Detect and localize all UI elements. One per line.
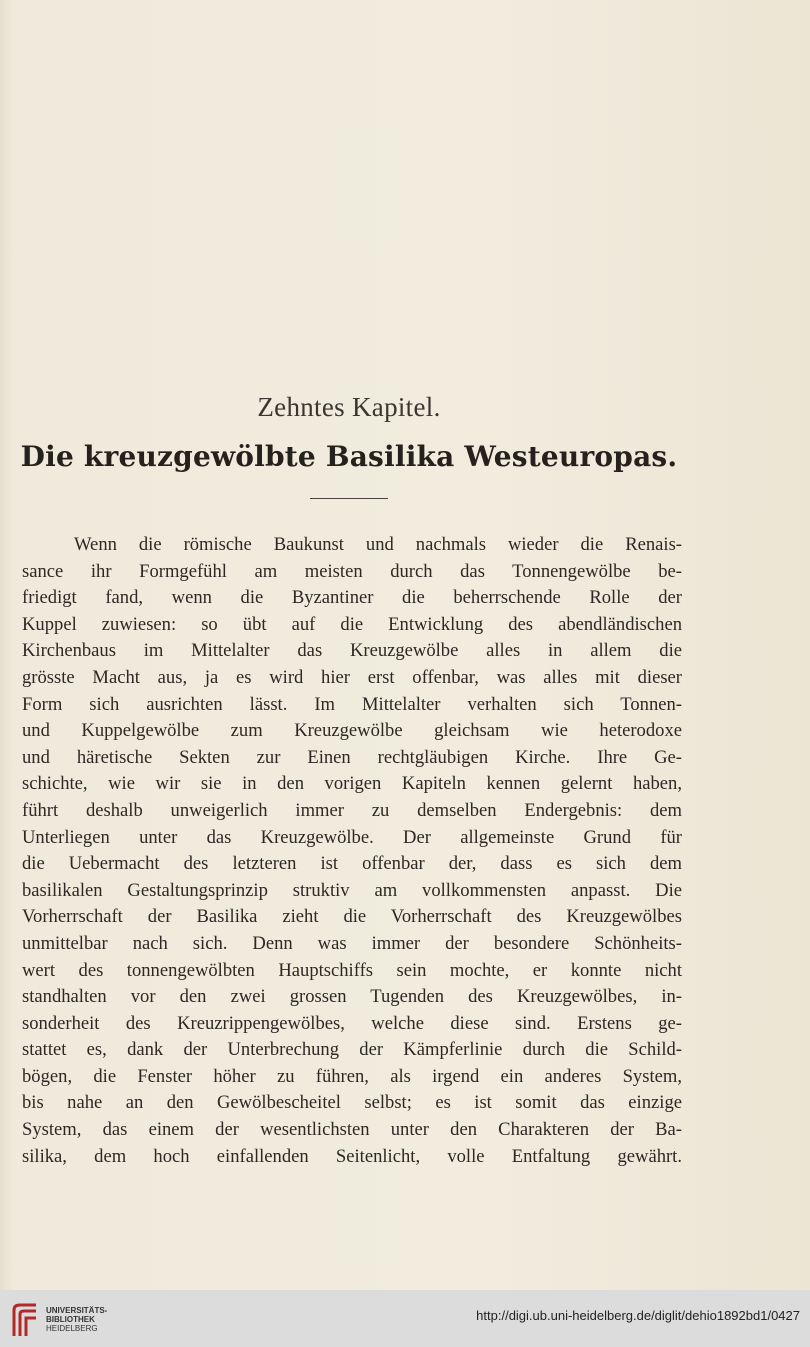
source-url-link[interactable]: http://digi.ub.uni-heidelberg.de/diglit/dehio1892bd1/0427 (476, 1308, 800, 1323)
library-name-line2: BIBLIOTHEK (46, 1315, 95, 1324)
text-line: wert des tonnengewölbten Hauptschiffs sein mochte, er konnte nicht (22, 959, 682, 981)
text-line: unmittelbar nach sich. Denn was immer der besondere Schönheits- (22, 932, 682, 954)
body-paragraph (22, 532, 682, 1170)
text-line: Wenn die römische Baukunst und nachmals wieder die Renais- (74, 534, 682, 555)
library-name-line3: HEIDELBERG (46, 1324, 98, 1333)
text-line: friedigt fand, wenn die Byzantiner die beherrschende Rolle der (22, 587, 682, 609)
text-line: Kirchenbaus im Mittelalter das Kreuzgewölbe alles in allem die (22, 640, 682, 662)
text-line: und Kuppelgewölbe zum Kreuzgewölbe gleichsam wie heterodoxe (22, 720, 682, 742)
text-line: und häretische Sekten zur Einen rechtgläubigen Kirche. Ihre Ge- (22, 746, 682, 768)
library-name (46, 1306, 107, 1333)
text-line: schichte, wie wir sie in den vorigen Kapiteln kennen gelernt haben, (22, 773, 682, 795)
text-line: sance ihr Formgefühl am meisten durch das Tonnengewölbe be- (22, 560, 682, 582)
text-line: Unterliegen unter das Kreuzgewölbe. Der allgemeinste Grund für (22, 826, 682, 848)
text-line: basilikalen Gestaltungsprinzip struktiv am vollkommensten anpasst. Die (22, 879, 682, 901)
text-line: die Uebermacht des letzteren ist offenbar der, dass es sich dem (22, 853, 682, 875)
text-line: System, das einem der wesentlichsten unter den Charakteren der Ba- (22, 1119, 682, 1141)
text-line: Form sich ausrichten lässt. Im Mittelalter verhalten sich Tonnen- (22, 693, 682, 715)
text-line: standhalten vor den zwei grossen Tugenden des Kreuzgewölbes, in- (22, 986, 682, 1008)
text-line: stattet es, dank der Unterbrechung der Kämpferlinie durch die Schild- (22, 1039, 682, 1061)
text-line: führt deshalb unweigerlich immer zu demselben Endergebnis: dem (22, 799, 682, 821)
text-line: grösste Macht aus, ja es wird hier erst offenbar, was alles mit dieser (22, 666, 682, 688)
text-line: Vorherrschaft der Basilika zieht die Vorherrschaft des Kreuzgewölbes (22, 906, 682, 928)
text-line: bögen, die Fenster höher zu führen, als irgend ein anderes System, (22, 1065, 682, 1087)
library-footer (0, 1290, 810, 1347)
library-logo-icon (10, 1302, 40, 1338)
chapter-title: Die kreuzgewölbte Basilika Westeuropas. (20, 440, 678, 473)
title-divider (310, 498, 388, 499)
chapter-label: Zehntes Kapitel. (257, 392, 441, 422)
text-line: sonderheit des Kreuzrippengewölbes, welche diese sind. Erstens ge- (22, 1012, 682, 1034)
text-line: Kuppel zuwiesen: so übt auf die Entwicklung des abendländischen (22, 613, 682, 635)
text-line: silika, dem hoch einfallenden Seitenlicht, volle Entfaltung gewährt. (22, 1145, 682, 1167)
text-line: bis nahe an den Gewölbescheitel selbst; es ist somit das einzige (22, 1092, 682, 1114)
library-name-line1: UNIVERSITÄTS- (46, 1306, 108, 1315)
